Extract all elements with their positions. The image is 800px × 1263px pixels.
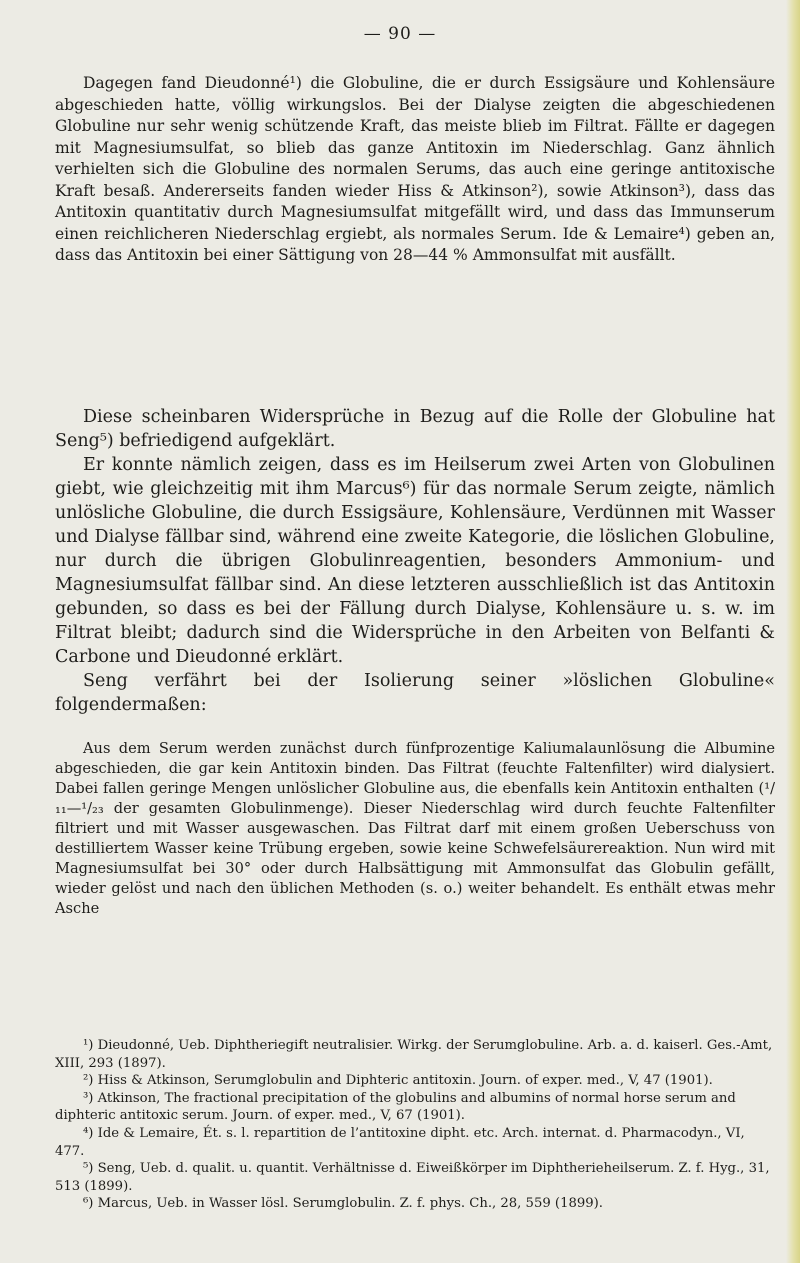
paragraph-3: Aus dem Serum werden zunächst durch fünfprozentige Kaliumalaunlösung die Albumine abgeschieden, die gar kein Antitoxin binden. Das Filtrat (feuchte Faltenfilter) wird dialysiert. Dabei fallen geringe Mengen unlöslicher Globuline aus, die ebenfalls kein Antitoxin enthalten (¹/₁₁—¹/₂₃ der gesamten Globulinmenge). Dieser Niederschlag wird durch feuchte Faltenfilter filtriert und mit Wasser ausgewaschen. Das Filtrat darf mit einem großen Ueberschuss von destilliertem Wasser keine Trübung ergeben, sowie keine Schwefelsäurereaktion. Nun wird mit Magnesiumsulfat bei 30° oder durch Halbsättigung mit Ammonsulfat das Globulin gefällt, wieder gelöst und nach den üblichen Methoden (s. o.) weiter behandelt. Es enthält etwas mehr Asche bbox=[55, 740, 775, 917]
footnote-4: ⁴) Ide & Lemaire, Ét. s. l. repartition de l’antitoxine dipht. etc. Arch. internat. d. Pharmacodyn., VI, 477. bbox=[55, 1125, 745, 1159]
paragraph-2a: Diese scheinbaren Widersprüche in Bezug auf die Rolle der Globuline hat Seng⁵) befriedigend aufgeklärt. bbox=[55, 407, 775, 451]
footnote-1: ¹) Dieudonné, Ueb. Diphtheriegift neutralisier. Wirkg. der Serumglobuline. Arb. a. d. kaiserl. Ges.-Amt, XIII, 293 (1897). bbox=[55, 1038, 773, 1071]
paragraph-2c: Seng verfährt bei der Isolierung seiner »löslichen Globuline« folgendermaßen: bbox=[55, 671, 775, 715]
footnote-2: ²) Hiss & Atkinson, Serumglobulin and Diphteric antitoxin. Journ. of exper. med., V, 47 (1901). bbox=[83, 1073, 713, 1089]
footnote-3: ³) Atkinson, The fractional precipitation of the globulins and albumins of normal horse serum and diphteric antitoxic serum. Journ. of exper. med., V, 67 (1901). bbox=[55, 1090, 736, 1124]
method-text-block bbox=[55, 739, 775, 919]
footnotes bbox=[55, 1037, 775, 1213]
footnote-6: ⁶) Marcus, Ueb. in Wasser lösl. Serumglobulin. Z. f. phys. Ch., 28, 559 (1899). bbox=[83, 1196, 603, 1212]
page-edge bbox=[786, 0, 800, 1263]
paragraph-1: Dagegen fand Dieudonné¹) die Globuline, die er durch Essigsäure und Kohlensäure abgeschieden hatte, völlig wirkungslos. Bei der Dialyse zeigten die abgeschiedenen Globuline nur sehr wenig schützende Kraft, das meiste blieb im Filtrat. Fällte er dagegen mit Magnesiumsulfat, so blieb das ganze Antitoxin im Niederschlag. Ganz ähnlich verhielten sich die Globuline des normalen Serums, das auch eine geringe antitoxische Kraft besaß. Andererseits fanden wieder Hiss & Atkinson²), sowie Atkinson³), dass das Antitoxin quantitativ durch Magnesiumsulfat mitgefällt wird, und dass das Immunserum einen reichlicheren Niederschlag ergiebt, als normales Serum. Ide & Lemaire⁴) geben an, dass das Antitoxin bei einer Sättigung von 28—44 % Ammonsulfat mit ausfällt. bbox=[55, 74, 775, 264]
page-number: — 90 — bbox=[363, 24, 437, 44]
large-text-block bbox=[55, 405, 775, 717]
main-text-block bbox=[55, 73, 775, 267]
paragraph-2b: Er konnte nämlich zeigen, dass es im Heilserum zwei Arten von Globulinen giebt, wie gleichzeitig mit ihm Marcus⁶) für das normale Serum zeigte, nämlich unlösliche Globuline, die durch Essigsäure, Kohlensäure, Verdünnen mit Wasser und Dialyse fällbar sind, während eine zweite Kategorie, die löslichen Globuline, nur durch die übrigen Globulinreagentien, besonders Ammonium- und Magnesiumsulfat fällbar sind. An diese letzteren ausschließlich ist das Antitoxin gebunden, so dass es bei der Fällung durch Dialyse, Kohlensäure u. s. w. im Filtrat bleibt; dadurch sind die Widersprüche in den Arbeiten von Belfanti & Carbone und Dieudonné erklärt. bbox=[55, 455, 775, 667]
footnote-5: ⁵) Seng, Ueb. d. qualit. u. quantit. Verhältnisse d. Eiweißkörper im Diphtherieheilserum. Z. f. Hyg., 31, 513 (1899). bbox=[55, 1161, 770, 1194]
